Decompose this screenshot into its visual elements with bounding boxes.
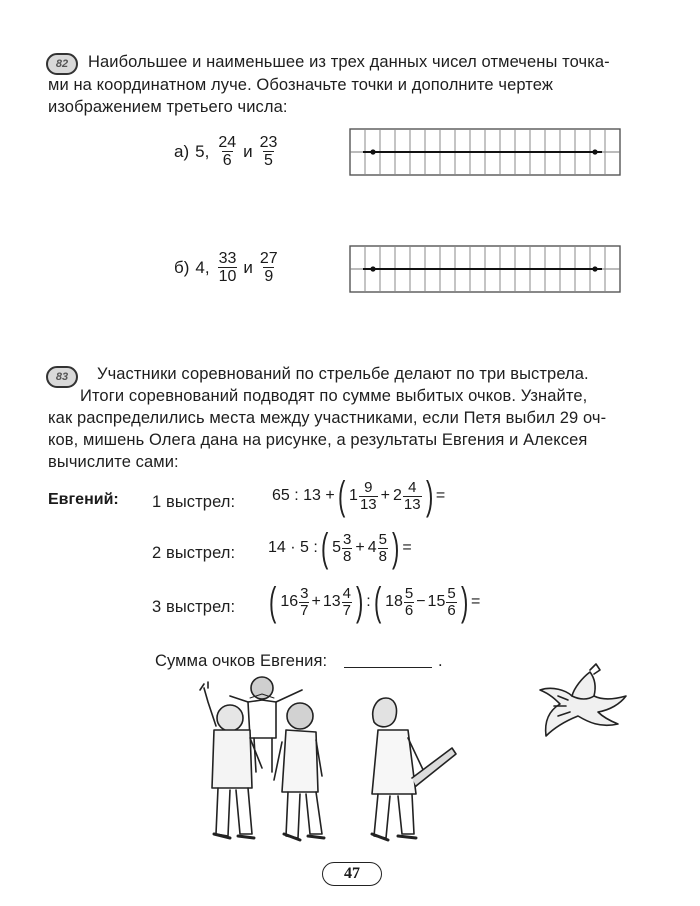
shot-label: 3 выстрел: [152,598,236,616]
task-number-badge: 82 [46,53,78,75]
right-parenthesis: ) [391,526,400,570]
fraction [342,532,352,565]
left-parenthesis: ( [337,474,346,518]
shot-label: 1 выстрел: [152,493,236,511]
denominator: 13 [403,495,421,513]
denominator: 7 [300,601,309,619]
fraction [259,134,279,169]
child-figure [372,698,456,840]
right-parenthesis: ) [425,474,433,518]
fraction [299,586,309,619]
denominator: 8 [343,547,352,565]
denominator: 13 [359,495,377,513]
denominator: 9 [264,268,274,285]
operator: + [311,593,321,610]
item-label: а) [174,141,190,161]
task-text-line: ми на координатном луче. Обозначьте точки и дополните чертеж [48,76,553,94]
sum-end-dot: . [438,652,443,670]
children-illustration [190,668,460,858]
fraction [403,480,422,513]
point-mark [592,149,597,154]
numerator: 9 [364,478,373,496]
whole-part: 16 [280,593,299,610]
denominator: 7 [342,601,351,619]
shot1-expression [272,476,445,516]
numerator: 4 [342,584,351,602]
sum-label: Сумма очков Евгения: [155,652,328,670]
expression-part: 65 : 13 + [272,487,335,504]
point-mark [592,266,597,271]
whole-part: 5 [332,539,342,556]
fraction [404,586,414,619]
numerator: 3 [300,584,309,602]
fraction [342,586,352,619]
numerator: 5 [404,584,414,602]
whole-part: 2 [392,487,402,504]
fraction [259,250,279,285]
numerator: 5 [447,584,456,602]
child-figure [200,682,262,838]
fraction [359,480,378,513]
expression-part: 14 · 5 : [268,539,318,556]
fraction [217,134,237,169]
child-figure [274,703,324,840]
task-text-line: Участники соревнований по стрельбе делают по три выстрела. [97,365,589,383]
denominator: 8 [378,547,387,565]
point-mark [370,266,375,271]
point-mark [370,149,375,154]
fraction [218,250,238,285]
item-a [174,134,280,169]
task-text-line: Итоги соревнований подводят по сумме выбитых очков. Узнайте, [80,387,588,405]
numerator: 27 [259,250,278,267]
equals-sign: = [435,487,446,504]
denominator: 5 [264,152,273,169]
numerator: 3 [343,530,352,548]
denominator: 6 [447,601,456,619]
numerator: 4 [408,478,417,496]
whole-part: 1 [349,487,358,504]
person-name: Евгений: [48,491,119,508]
right-parenthesis: ) [355,580,364,624]
numerator: 24 [218,134,237,151]
task-text-line: изображением третьего числа: [48,98,288,116]
division-sign: : [366,593,371,610]
equals-sign: = [402,539,412,556]
right-parenthesis: ) [460,580,469,624]
shot-label: 2 выстрел: [152,544,236,562]
denominator: 6 [404,601,414,619]
bird-illustration [528,660,638,750]
whole-number: 5, [195,141,210,161]
shot2-expression [268,528,412,568]
left-parenthesis: ( [320,526,329,570]
operator: − [416,593,426,610]
numerator: 23 [259,134,278,151]
numerator: 5 [378,530,387,548]
left-parenthesis: ( [373,580,382,624]
numerator: 33 [218,250,237,267]
task-text-line: Наибольшее и наименьшее из трех данных чисел отмечены точка- [88,53,610,71]
conjunction: и [243,257,253,277]
page-number: 47 [322,862,382,886]
task-number-badge: 83 [46,366,78,388]
coordinate-ray-grid-a [349,128,623,178]
operator: + [380,487,390,504]
whole-part: 4 [367,539,377,556]
operator: + [355,539,365,556]
shot3-expression [266,582,480,622]
equals-sign: = [471,593,481,610]
whole-number: 4, [195,257,210,277]
whole-part: 13 [322,593,341,610]
fraction [378,532,388,565]
task-text-line: вычислите сами: [48,453,179,471]
coordinate-ray-grid-b [349,245,623,295]
denominator: 10 [218,268,237,285]
left-parenthesis: ( [268,580,277,624]
item-b [174,250,281,285]
whole-part: 15 [427,593,446,610]
whole-part: 18 [385,593,403,610]
fraction [446,586,456,619]
task-text-line: ков, мишень Олега дана на рисунке, а результаты Евгения и Алексея [48,431,588,449]
denominator: 6 [222,152,232,169]
item-label: б) [174,257,190,277]
task-text-line: как распределились места между участниками, если Петя выбил 29 оч- [48,409,607,427]
conjunction: и [243,141,253,161]
